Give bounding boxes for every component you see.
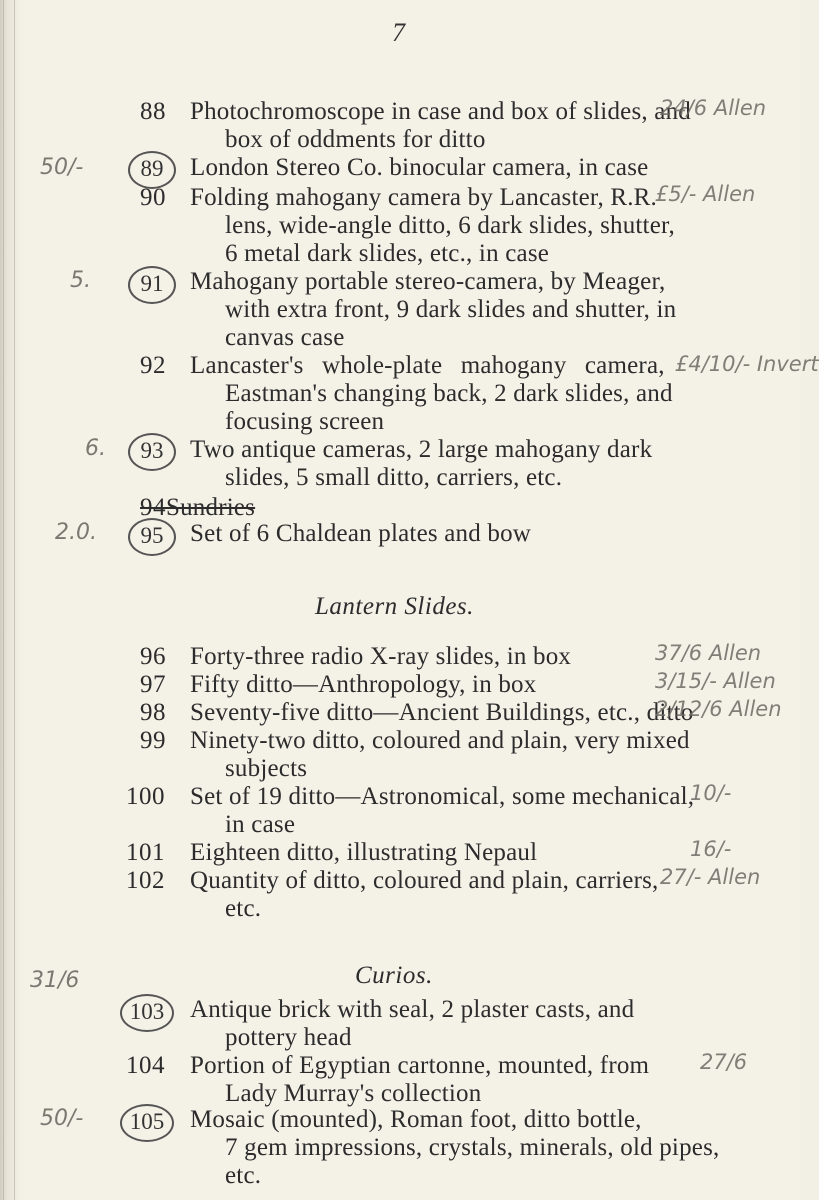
handwritten-price: 50/-	[40, 1106, 84, 1131]
page-edge	[3, 0, 4, 1200]
lot-description: with extra front, 9 dark slides and shutter, in	[225, 296, 677, 323]
circled-lot-number: 95	[128, 518, 176, 556]
lot-number: 99	[140, 727, 166, 754]
lot-description: London Stereo Co. binocular camera, in case	[190, 154, 649, 181]
lot-description: Fifty ditto—Anthropology, in box	[190, 671, 537, 698]
lot-description: Quantity of ditto, coloured and plain, carriers,	[190, 867, 659, 894]
lot-number: 98	[140, 699, 166, 726]
circled-lot-number: 91	[128, 266, 176, 304]
lot-description: Forty-three radio X-ray slides, in box	[190, 643, 572, 670]
lot-description: Eastman's changing back, 2 dark slides, and	[225, 380, 673, 407]
page-edge	[14, 0, 15, 1200]
page-number: 7	[392, 18, 405, 47]
lot-number: 101	[126, 839, 165, 866]
lot-description: Ninety-two ditto, coloured and plain, very mixed	[190, 727, 690, 754]
lot-description: Sundries	[166, 494, 256, 521]
lot-description: Mahogany portable stereo-camera, by Meager,	[190, 268, 666, 295]
lot-description: Two antique cameras, 2 large mahogany dark	[190, 436, 653, 463]
lot-description: Portion of Egyptian cartonne, mounted, from	[190, 1052, 650, 1079]
lot-description: in case	[225, 811, 296, 838]
lot-description: Antique brick with seal, 2 plaster casts, and	[190, 996, 635, 1023]
lot-number: 96	[140, 643, 166, 670]
lot-number: 102	[126, 867, 165, 894]
lot-description: Lady Murray's collection	[225, 1080, 482, 1107]
lot-description: 6 metal dark slides, etc., in case	[225, 240, 550, 267]
lot-description: Set of 19 ditto—Astronomical, some mechanical,	[190, 783, 695, 810]
lot-description: slides, 5 small ditto, carriers, etc.	[225, 464, 563, 491]
lot-description: Mosaic (mounted), Roman foot, ditto bottle,	[190, 1106, 642, 1133]
handwritten-price: 37/6 Allen	[655, 641, 762, 665]
lot-number: 92	[140, 352, 166, 379]
handwritten-price: 31/6	[30, 968, 80, 993]
lot-description: Seventy-five ditto—Ancient Buildings, etc., ditto	[190, 699, 694, 726]
handwritten-price: 2.0.	[55, 520, 97, 545]
lot-number: 104	[126, 1052, 165, 1079]
lot-number: 100	[126, 783, 165, 810]
handwritten-price: 50/-	[40, 155, 84, 180]
lot-number: 94	[140, 494, 166, 521]
lot-description: box of oddments for ditto	[225, 126, 486, 153]
section-heading: Curios.	[355, 962, 433, 989]
lot-description: pottery head	[225, 1024, 352, 1051]
circled-lot-number: 105	[120, 1104, 174, 1142]
circled-lot-number: 93	[128, 433, 176, 471]
lot-description: Photochromoscope in case and box of slides, and	[190, 98, 691, 125]
lot-description: canvas case	[225, 324, 345, 351]
lot-number: 90	[140, 184, 166, 211]
handwritten-price: 5.	[70, 268, 91, 293]
handwritten-price: 24/6 Allen	[660, 96, 767, 120]
lot-number: 88	[140, 98, 166, 125]
handwritten-price: £5/- Allen	[655, 182, 756, 206]
lot-description: Lancaster's whole-plate mahogany camera,	[190, 352, 665, 379]
handwritten-price: 10/-	[690, 781, 732, 805]
handwritten-price: 27/- Allen	[660, 865, 761, 889]
lot-description: subjects	[225, 755, 308, 782]
circled-lot-number: 89	[128, 151, 176, 189]
handwritten-price: 6.	[85, 436, 106, 461]
lot-description: Eighteen ditto, illustrating Nepaul	[190, 839, 538, 866]
handwritten-price: 2/12/6 Allen	[655, 697, 782, 721]
lot-description: lens, wide-angle ditto, 6 dark slides, shutter,	[225, 212, 675, 239]
circled-lot-number: 103	[120, 994, 174, 1032]
handwritten-price: £4/10/- Invert	[675, 352, 819, 376]
lot-description: etc.	[225, 895, 262, 922]
section-heading: Lantern Slides.	[315, 593, 474, 620]
lot-description: Folding mahogany camera by Lancaster, R.R.	[190, 184, 657, 211]
handwritten-price: 16/-	[690, 837, 732, 861]
lot-description: etc.	[225, 1162, 262, 1189]
lot-number: 97	[140, 671, 166, 698]
handwritten-price: 27/6	[700, 1050, 748, 1074]
lot-description: focusing screen	[225, 408, 385, 435]
handwritten-price: 3/15/- Allen	[655, 669, 776, 693]
lot-description: 7 gem impressions, crystals, minerals, old pipes,	[225, 1134, 720, 1161]
lot-description: Set of 6 Chaldean plates and bow	[190, 520, 532, 547]
